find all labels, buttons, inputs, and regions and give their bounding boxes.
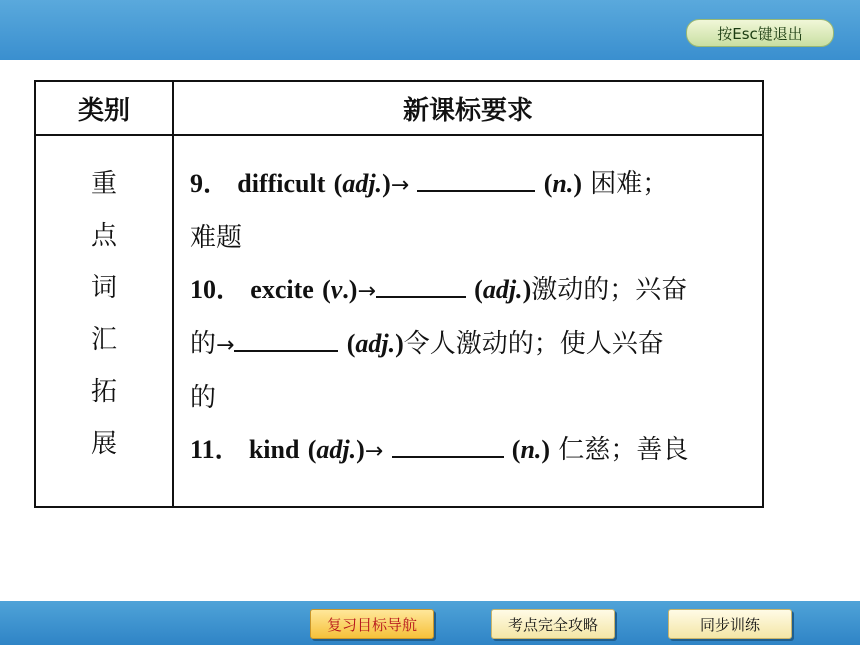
- bottom-nav-bar: [0, 601, 860, 645]
- answer-blank[interactable]: [417, 166, 535, 192]
- category-char: 词: [90, 273, 117, 303]
- item-10-line-cont: 的→ (adj.)令人激动的；使人兴奋: [190, 318, 752, 372]
- item-9-line: 9． difficult (adj.)→ (n.) 困难；: [190, 158, 752, 212]
- arrow-icon: →: [364, 439, 384, 464]
- arrow-icon: →: [357, 279, 376, 304]
- answer-blank[interactable]: [234, 326, 338, 352]
- item-10-line: 10． excite (v.)→ (adj.)激动的；兴奋: [190, 264, 752, 318]
- arrow-icon: →: [390, 173, 410, 198]
- answer-blank[interactable]: [376, 272, 466, 298]
- answer-blank[interactable]: [392, 432, 504, 458]
- exit-button[interactable]: 按Esc键退出: [686, 19, 834, 47]
- item-9-line-cont: 难题: [190, 223, 243, 253]
- category-char: 汇: [90, 325, 117, 355]
- category-char: 点: [90, 221, 117, 251]
- key-points-button[interactable]: 考点完全攻略: [491, 609, 615, 639]
- sync-practice-button[interactable]: 同步训练: [668, 609, 792, 639]
- category-char: 展: [90, 429, 117, 459]
- column-header-requirement: 新课标要求: [173, 81, 763, 135]
- arrow-icon: →: [216, 333, 235, 358]
- category-char: 拓: [90, 377, 117, 407]
- review-goals-button[interactable]: 复习目标导航: [310, 609, 434, 639]
- word-kind: kind: [248, 435, 300, 464]
- requirement-cell: [173, 135, 763, 507]
- category-cell: [35, 135, 173, 507]
- category-char: 重: [90, 169, 117, 199]
- item-11-line: 11． kind (adj.)→ (n.) 仁慈；善良: [190, 424, 752, 478]
- item-10-line-end: 的: [190, 383, 217, 413]
- vocabulary-table: [34, 80, 764, 508]
- table-row: [35, 135, 763, 507]
- top-bar: [0, 0, 860, 60]
- word-difficult: difficult: [237, 169, 326, 198]
- word-excite: excite: [250, 275, 314, 304]
- table-header-row: [35, 81, 763, 135]
- column-header-category: 类别: [35, 81, 173, 135]
